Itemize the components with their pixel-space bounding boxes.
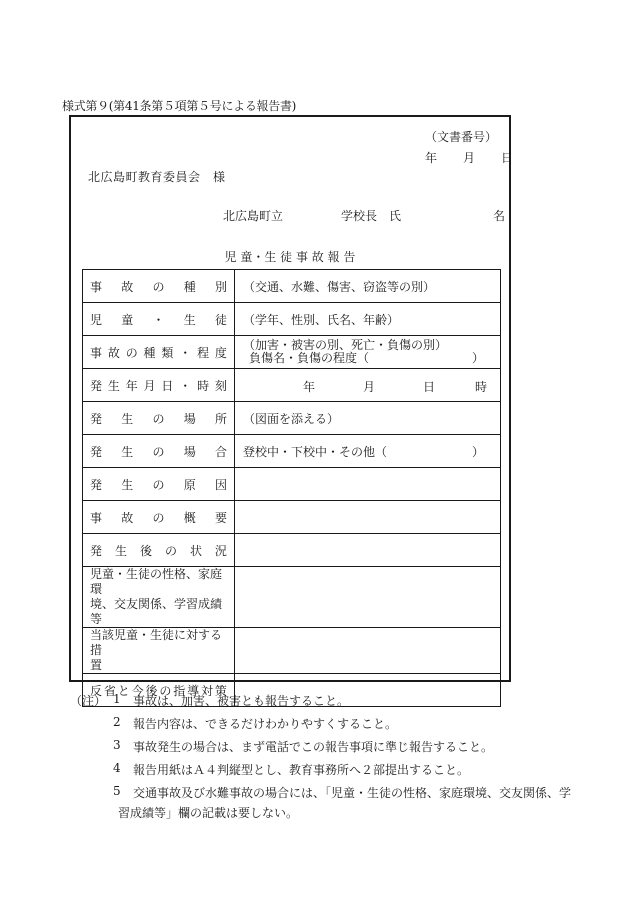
label-char: 別 bbox=[214, 279, 227, 294]
date-month: 月 bbox=[463, 151, 476, 165]
label-char: 度 bbox=[214, 345, 227, 360]
label-char: ・ bbox=[179, 345, 192, 360]
injury-degree-close: ） bbox=[471, 351, 484, 365]
note-text-continued: 習成績等」欄の記載は要しない。 bbox=[118, 806, 299, 820]
value-summary[interactable] bbox=[235, 501, 501, 534]
label-char: 要 bbox=[214, 510, 227, 525]
sender-school: 北広島町立 bbox=[223, 209, 284, 223]
dt-day: 日 bbox=[423, 380, 436, 394]
label-char: 反 bbox=[90, 683, 103, 698]
label-char: 発 bbox=[90, 444, 103, 459]
report-title: 児 童・生 徒 事 故 報 告 bbox=[224, 250, 356, 264]
report-table bbox=[82, 269, 501, 707]
addressee: 北広島町教育委員会 様 bbox=[88, 170, 226, 184]
label-char: 場 bbox=[183, 444, 196, 459]
label-char: 発 bbox=[90, 543, 103, 558]
label-accident-type bbox=[83, 270, 235, 303]
note-text: 事故は、加害、被害とも報告すること。 bbox=[133, 694, 350, 708]
date-day: 日 bbox=[501, 151, 514, 165]
form-caption: 様式第９(第41条第５項第５号による報告書) bbox=[62, 99, 297, 113]
label-char: 種 bbox=[183, 279, 196, 294]
label-char: 時 bbox=[197, 378, 210, 393]
row-label-text bbox=[90, 344, 227, 361]
label-char: 原 bbox=[183, 477, 196, 492]
table-row bbox=[83, 303, 501, 336]
table-row bbox=[83, 468, 501, 501]
label-char: 種 bbox=[143, 345, 156, 360]
label-measures: 当該児童・生徒に対する措 置 bbox=[83, 628, 235, 674]
value-cause[interactable] bbox=[235, 468, 501, 501]
hint-kind-line2 bbox=[243, 352, 492, 365]
label-char: 生 bbox=[107, 378, 120, 393]
value-datetime[interactable] bbox=[235, 369, 501, 402]
label-char: の bbox=[152, 411, 165, 426]
label-char: 策 bbox=[214, 683, 227, 698]
label-char: 事 bbox=[90, 510, 103, 525]
dt-month: 月 bbox=[363, 380, 376, 394]
label-char: 発 bbox=[90, 477, 103, 492]
label-summary bbox=[83, 501, 235, 534]
value-place[interactable] bbox=[235, 402, 501, 435]
value-student[interactable] bbox=[235, 303, 501, 336]
label-datetime bbox=[83, 369, 235, 402]
table-row bbox=[83, 501, 501, 534]
row-label-text bbox=[90, 410, 227, 427]
hint-accident-type: （交通、水難、傷害、窃盗等の別） bbox=[243, 279, 436, 294]
table-row bbox=[83, 369, 501, 402]
row-label-text bbox=[90, 476, 227, 493]
dt-hour: 時 bbox=[475, 380, 488, 394]
label-char: 因 bbox=[214, 477, 227, 492]
note-text: 報告用紙はＡ４判縦型とし、教育事務所へ２部提出すること。 bbox=[133, 763, 470, 777]
note-number: 3 bbox=[113, 738, 121, 752]
occasion-open: 登校中・下校中・その他（ bbox=[243, 444, 388, 459]
note-number: 5 bbox=[113, 784, 121, 798]
label-char: 合 bbox=[214, 444, 227, 459]
table-row bbox=[83, 534, 501, 567]
hint-kind-line1: （加害・被害の別、死亡・負傷の別） bbox=[243, 338, 448, 352]
label-char: 故 bbox=[121, 279, 134, 294]
label-char: 後 bbox=[139, 543, 152, 558]
hint-student: （学年、性別、氏名、年齢） bbox=[243, 312, 400, 327]
label-char: 後 bbox=[145, 683, 158, 698]
table-row bbox=[83, 336, 501, 369]
label-occasion bbox=[83, 435, 235, 468]
label-char: 事 bbox=[90, 279, 103, 294]
note-number: 4 bbox=[113, 761, 121, 775]
label-char: 児 bbox=[90, 312, 103, 327]
label-char: 導 bbox=[187, 683, 200, 698]
label-char: と bbox=[117, 683, 130, 698]
value-measures[interactable] bbox=[235, 628, 501, 674]
table-row bbox=[83, 628, 501, 674]
label-char: 状 bbox=[189, 543, 202, 558]
label-cause bbox=[83, 468, 235, 501]
hint-place: （図面を添える） bbox=[243, 411, 340, 426]
label-accident-kind-degree bbox=[83, 336, 235, 369]
value-accident-kind-degree[interactable] bbox=[235, 336, 501, 369]
label-char: 指 bbox=[173, 683, 186, 698]
label-char: 発 bbox=[90, 378, 103, 393]
date-year: 年 bbox=[425, 151, 438, 165]
note-number: 2 bbox=[113, 715, 121, 729]
label-char: の bbox=[164, 543, 177, 558]
label-place bbox=[83, 402, 235, 435]
label-char: 生 bbox=[121, 444, 134, 459]
label-student bbox=[83, 303, 235, 336]
label-char: 生 bbox=[114, 543, 127, 558]
label-char: の bbox=[152, 510, 165, 525]
row-label-text bbox=[90, 278, 227, 295]
label-char: 今 bbox=[131, 683, 144, 698]
label-char: 生 bbox=[121, 411, 134, 426]
note-text: 交通事故及び水難事故の場合には、「児童・生徒の性格、家庭環境、交友関係、学 bbox=[133, 786, 572, 800]
label-char: ・ bbox=[179, 378, 192, 393]
row-label-text bbox=[90, 311, 227, 328]
label-char: 童 bbox=[121, 312, 134, 327]
row-label-text bbox=[90, 509, 227, 526]
occasion-close: ） bbox=[471, 444, 484, 459]
label-char: 徒 bbox=[214, 312, 227, 327]
label-char: 故 bbox=[121, 510, 134, 525]
label-char: 類 bbox=[161, 345, 174, 360]
label-char: 況 bbox=[214, 543, 227, 558]
table-row bbox=[83, 435, 501, 468]
label-char: 発 bbox=[90, 411, 103, 426]
label-char: ・ bbox=[152, 312, 165, 327]
value-character[interactable] bbox=[235, 567, 501, 628]
label-aftermath bbox=[83, 534, 235, 567]
notes-label: （注） bbox=[70, 694, 107, 708]
label-char: 対 bbox=[201, 683, 214, 698]
label-char: 場 bbox=[183, 411, 196, 426]
label-char: の bbox=[152, 279, 165, 294]
injury-degree-open: 負傷名・負傷の程度（ bbox=[249, 351, 370, 365]
label-char: 刻 bbox=[214, 378, 227, 393]
label-char: 生 bbox=[121, 477, 134, 492]
report-frame bbox=[69, 115, 514, 698]
note-text: 報告内容は、できるだけわかりやすくすること。 bbox=[133, 717, 398, 731]
document-number: （文書番号） bbox=[424, 130, 497, 144]
label-char: 程 bbox=[197, 345, 210, 360]
sender-title: 学校長 氏 bbox=[341, 209, 402, 223]
label-char: 故 bbox=[107, 345, 120, 360]
value-occasion[interactable] bbox=[235, 435, 501, 468]
label-char: 日 bbox=[161, 378, 174, 393]
row-label-text bbox=[90, 542, 227, 559]
table-row bbox=[83, 270, 501, 303]
note-text: 事故発生の場合は、まず電話でこの報告事項に準じ報告すること。 bbox=[133, 740, 494, 754]
row-label-text bbox=[90, 377, 227, 394]
value-aftermath[interactable] bbox=[235, 534, 501, 567]
row-label-text bbox=[90, 443, 227, 460]
label-char: の bbox=[152, 477, 165, 492]
label-char: 事 bbox=[90, 345, 103, 360]
label-character: 児童・生徒の性格、家庭環 境、交友関係、学習成績等 bbox=[83, 567, 235, 628]
table-row bbox=[83, 402, 501, 435]
label-char: 年 bbox=[125, 378, 138, 393]
label-char: の bbox=[125, 345, 138, 360]
table-row bbox=[83, 567, 501, 628]
value-accident-type[interactable] bbox=[235, 270, 501, 303]
label-char: 所 bbox=[214, 411, 227, 426]
label-char: 月 bbox=[143, 378, 156, 393]
label-char: の bbox=[152, 444, 165, 459]
label-char: 省 bbox=[103, 683, 116, 698]
dt-year: 年 bbox=[303, 380, 316, 394]
note-number: 1 bbox=[113, 692, 121, 706]
label-char: の bbox=[159, 683, 172, 698]
sender-name-end: 名 bbox=[493, 209, 506, 223]
label-char: 生 bbox=[183, 312, 196, 327]
label-char: 概 bbox=[183, 510, 196, 525]
